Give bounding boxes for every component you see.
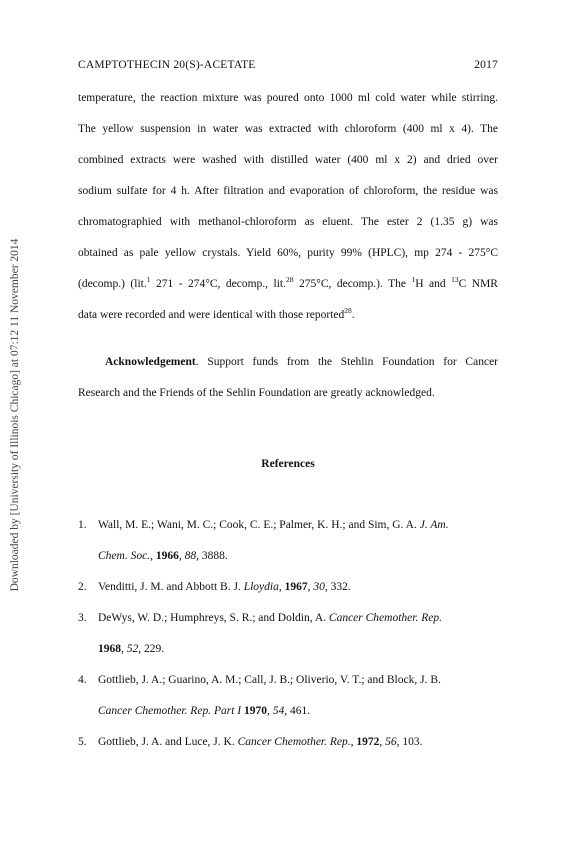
acknowledgement-line: Acknowledgement. Support funds from the Stehlin Foundation for Cancer: [105, 356, 498, 368]
body-line: combined extracts were washed with distilled water (400 ml x 2) and dried over: [78, 154, 498, 166]
page-number: 2017: [474, 59, 498, 71]
running-title: CAMPTOTHECIN 20(S)-ACETATE: [78, 59, 256, 71]
body-line: data were recorded and were identical with those reported$^{28}$.: [78, 306, 355, 321]
body-line: obtained as pale yellow crystals. Yield 60%, purity 99% (HPLC), mp 274 - 275°C: [78, 247, 498, 259]
download-watermark: [2, 205, 28, 625]
acknowledgement-title: Acknowledgement: [105, 356, 196, 368]
reference-continuation: Cancer Chemother. Rep. Part I 1970, 54, 461.: [98, 705, 311, 717]
body-line: sodium sulfate for 4 h. After filtration and evaporation of chloroform, the residue was: [78, 185, 498, 197]
acknowledgement-line: Research and the Friends of the Sehlin Foundation are greatly acknowledged.: [78, 387, 435, 399]
reference-item: 3. DeWys, W. D.; Humphreys, S. R.; and Doldin, A. Cancer Chemother. Rep.: [78, 612, 442, 624]
body-line: (decomp.) (lit.$^1$ 271 - 274°C, decomp., lit.$^{28}$ 275°C, decomp.). The $^1$H and $^{13}$C NMR: [78, 275, 498, 290]
download-watermark-text: Downloaded by [University of Illinois Chicago] at 07:12 11 November 2014: [9, 238, 21, 592]
reference-item: 2. Venditti, J. M. and Abbott B. J. Lloydia, 1967, 30, 332.: [78, 581, 351, 593]
body-line: temperature, the reaction mixture was poured onto 1000 ml cold water while stirring.: [78, 92, 498, 104]
reference-item: 1. Wall, M. E.; Wani, M. C.; Cook, C. E.; Palmer, K. H.; and Sim, G. A. J. Am.: [78, 519, 449, 531]
page-header: [78, 59, 498, 75]
reference-item: 4. Gottlieb, J. A.; Guarino, A. M.; Call, J. B.; Oliverio, V. T.; and Block, J. B.: [78, 674, 441, 686]
references-heading: References: [261, 458, 315, 470]
body-line: chromatographied with methanol-chloroform as eluent. The ester 2 (1.35 g) was: [78, 216, 498, 228]
reference-item: 5. Gottlieb, J. A. and Luce, J. K. Cancer Chemother. Rep., 1972, 56, 103.: [78, 736, 423, 748]
reference-continuation: Chem. Soc., 1966, 88, 3888.: [98, 550, 228, 562]
body-line: The yellow suspension in water was extracted with chloroform (400 ml x 4). The: [78, 123, 498, 135]
reference-continuation: 1968, 52, 229.: [98, 643, 165, 655]
